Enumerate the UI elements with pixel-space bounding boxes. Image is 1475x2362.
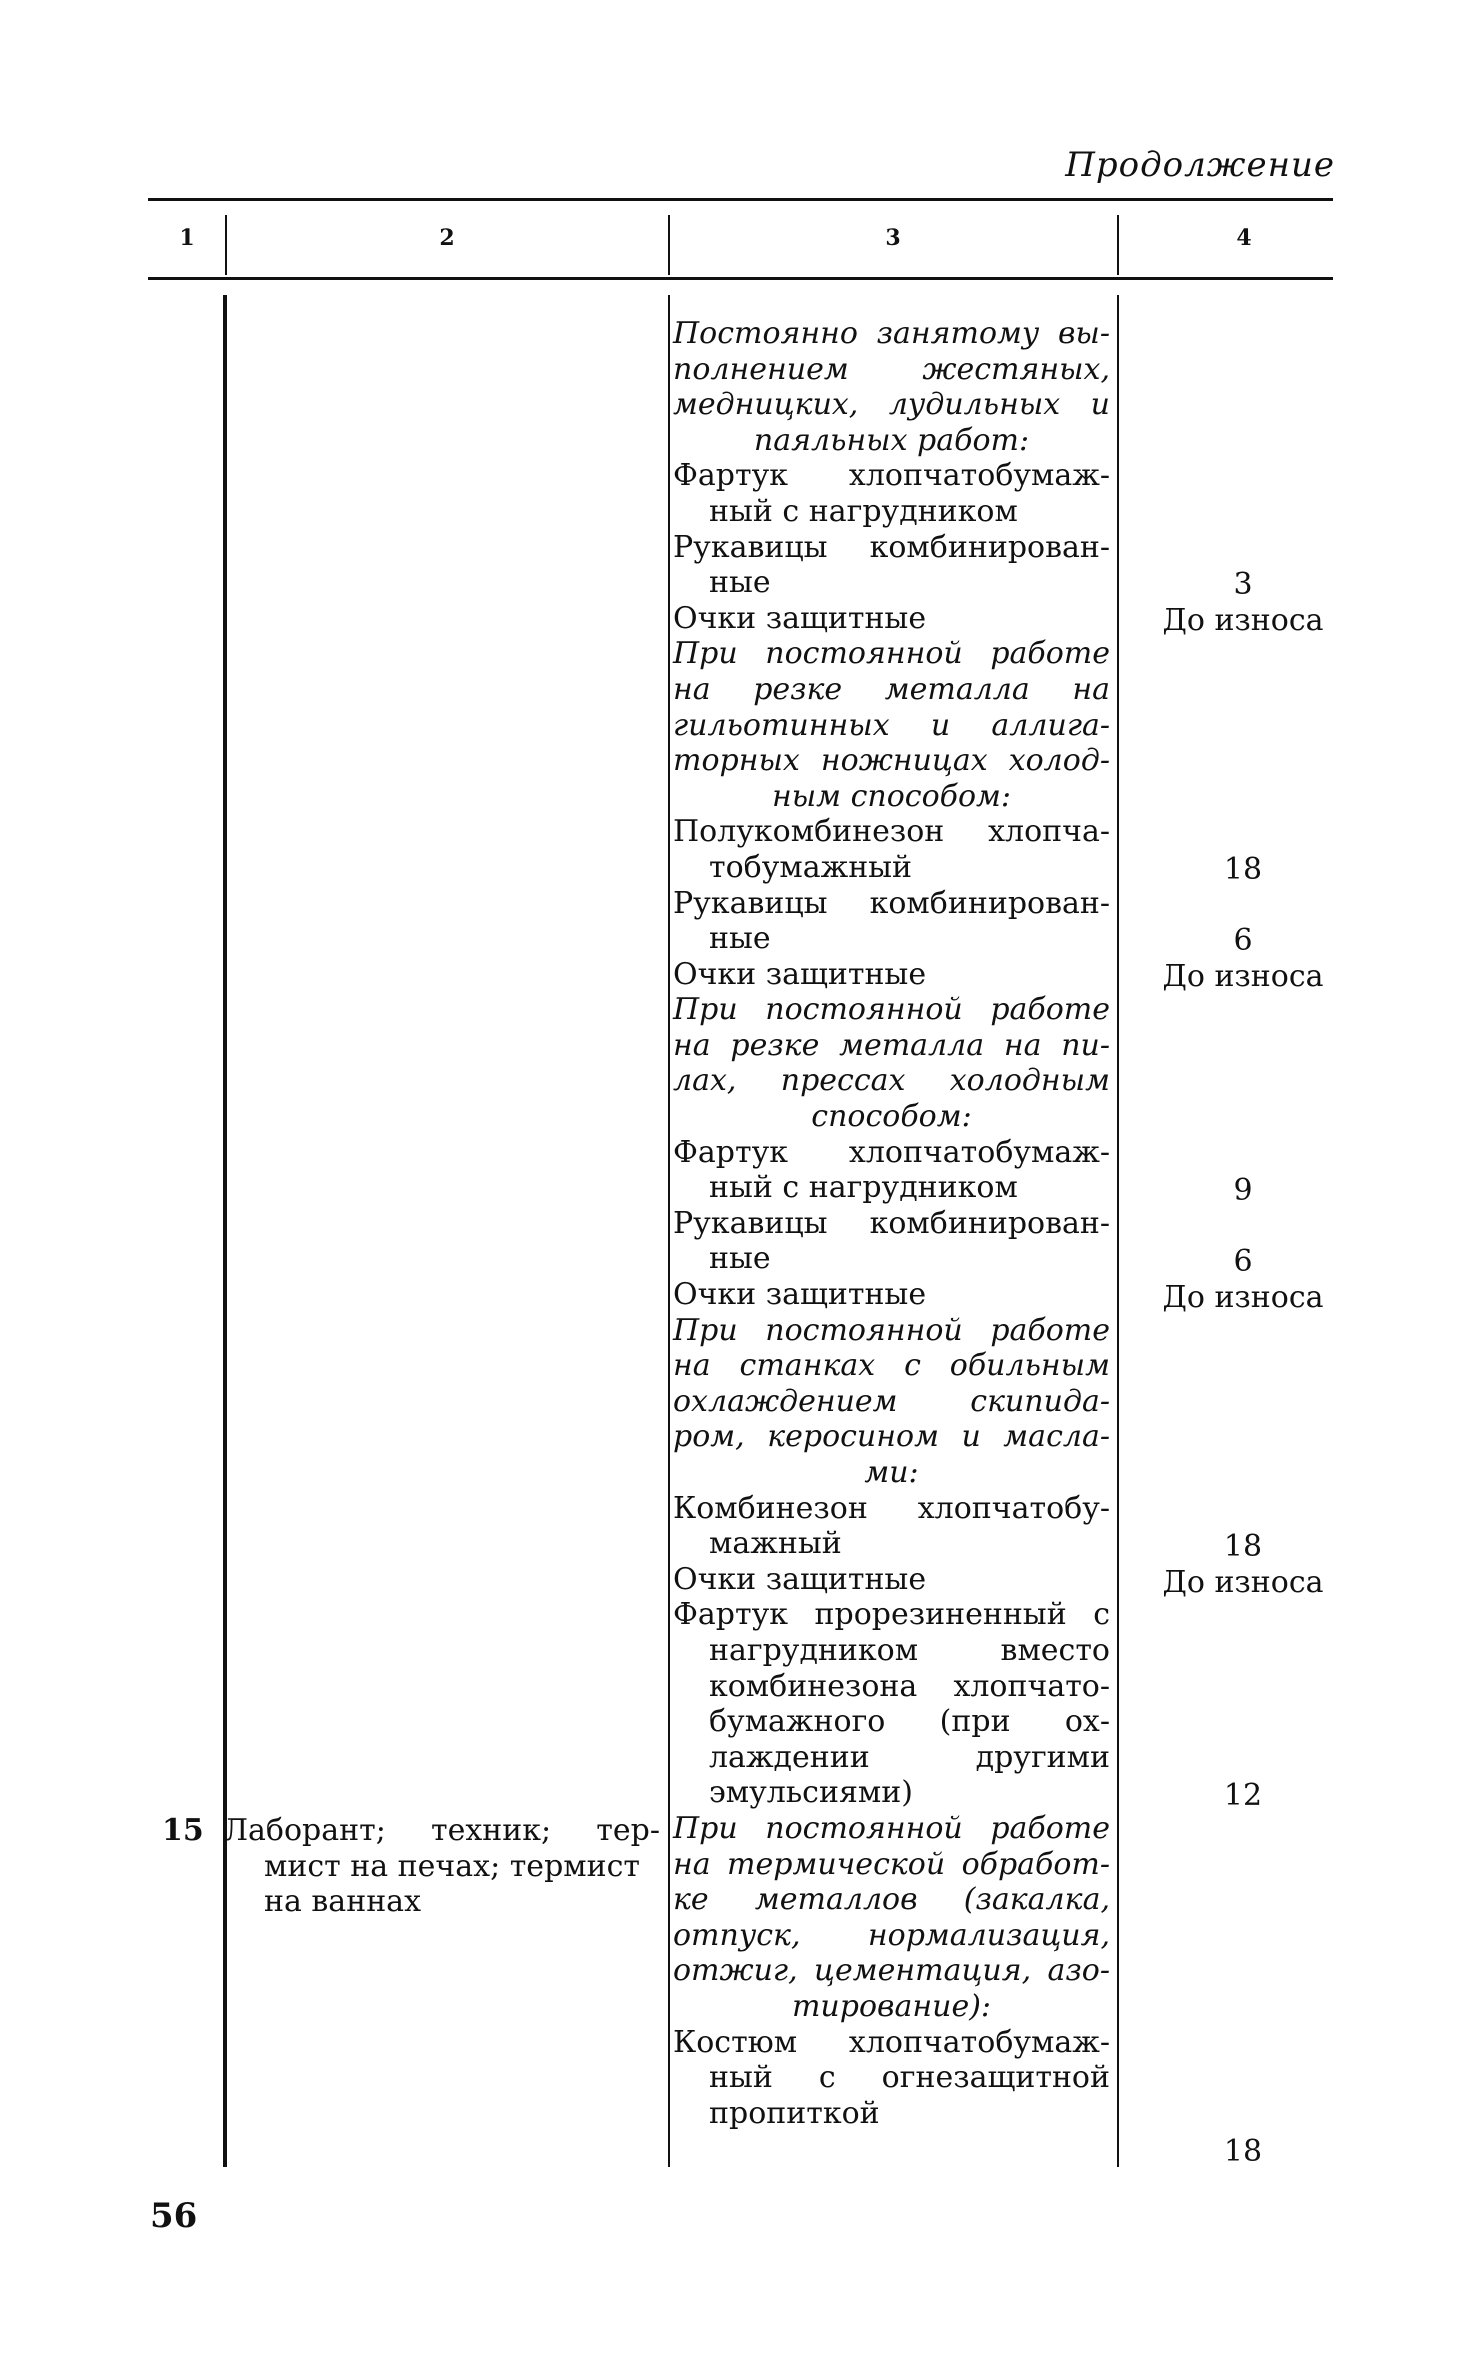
text-line: Фартук хлопчатобумаж- [673, 1134, 1110, 1170]
text-line: торных ножницах холод- [673, 743, 1110, 779]
text-line: комбинезона хлопчато- [709, 1668, 1110, 1704]
text-line: тобумажный [709, 849, 913, 885]
text-line: медницких, лудильных и [673, 387, 1110, 423]
text-line: ром, керосином и масла- [673, 1419, 1110, 1455]
text-line: При постоянной работе [673, 636, 1110, 672]
position-line: мист на печах; термист [264, 1848, 640, 1884]
text-line: на резке металла на пи- [673, 1027, 1110, 1063]
column-number-4: 4 [1236, 225, 1252, 251]
text-line: Рукавицы комбинирован- [673, 885, 1110, 921]
column-divider-2 [668, 295, 670, 2167]
continuation-label: Продолжение [1065, 145, 1335, 185]
text-line: ные [709, 1241, 771, 1277]
text-line: Фартук хлопчатобумаж- [673, 458, 1110, 494]
text-line: Костюм хлопчатобумаж- [673, 2024, 1110, 2060]
text-line: на резке металла на [673, 671, 1110, 707]
column-number-1: 1 [179, 225, 195, 251]
header-divider-1 [225, 215, 227, 275]
period-value: До износа [1162, 959, 1324, 994]
text-line: Постоянно занятому вы- [673, 316, 1110, 351]
column-number-3: 3 [885, 225, 901, 251]
text-line: ке металлов (закалка, [673, 1882, 1110, 1918]
period-value: 9 [1233, 1173, 1253, 1208]
text-line: ным способом: [771, 778, 1011, 814]
text-line: ные [709, 921, 771, 957]
text-line: паяльных работ: [753, 422, 1030, 458]
text-line: отжиг, цементация, азо- [673, 1953, 1110, 1989]
text-line: Фартук прорезиненный с [673, 1597, 1110, 1633]
text-line: При постоянной работе [673, 992, 1110, 1028]
text-line: способом: [811, 1099, 972, 1135]
position-cell [223, 1813, 660, 1920]
column-divider-1 [223, 295, 227, 2167]
text-line: Полукомбинезон хлопча- [673, 814, 1110, 850]
text-line: бумажного (при ох- [709, 1704, 1110, 1740]
text-line: ный с нагрудником [709, 1170, 1018, 1206]
period-value: До износа [1162, 1280, 1324, 1315]
position-line: на ваннах [264, 1884, 421, 1920]
period-value: 18 [1223, 2134, 1263, 2169]
page-number: 56 [150, 2196, 198, 2236]
text-line: Рукавицы комбинирован- [673, 1205, 1110, 1241]
text-line: Очки защитные [673, 1277, 927, 1313]
text-line: на термической обработ- [673, 1846, 1110, 1882]
text-line: Очки защитные [673, 956, 927, 992]
text-line: полнением жестяных, [673, 351, 1110, 387]
period-value: 18 [1223, 1529, 1263, 1564]
text-line: лах, прессах холодным [673, 1063, 1110, 1099]
period-value: До износа [1162, 1565, 1324, 1600]
text-line: ми: [864, 1455, 919, 1490]
column-number-2: 2 [439, 225, 455, 251]
table-top-rule [148, 198, 1333, 201]
period-value: 6 [1233, 923, 1253, 958]
text-line: отпуск, нормализация, [673, 1917, 1110, 1953]
period-value: 3 [1233, 567, 1253, 602]
row-number: 15 [162, 1813, 204, 1848]
text-line: мажный [709, 1526, 842, 1562]
header-bottom-rule [148, 277, 1333, 280]
text-line: ные [709, 565, 771, 601]
header-divider-3 [1117, 215, 1119, 275]
text-line: При постоянной работе [673, 1312, 1110, 1348]
header-divider-2 [668, 215, 670, 275]
column-divider-3 [1117, 295, 1119, 2167]
period-value: 18 [1223, 852, 1263, 887]
text-line: ный с нагрудником [709, 493, 1018, 529]
text-line: гильотинных и аллига- [673, 707, 1110, 743]
position-line: Лаборант; техник; тер- [223, 1813, 660, 1848]
text-line: Очки защитные [673, 1561, 927, 1597]
period-value: 6 [1233, 1244, 1253, 1279]
text-line: При постоянной работе [673, 1810, 1110, 1846]
period-value: 12 [1223, 1778, 1263, 1813]
text-line: эмульсиями) [709, 1775, 913, 1811]
text-line: на станках с обильным [673, 1348, 1110, 1384]
text-line: нагрудником вместо [709, 1632, 1110, 1668]
text-line: тирование): [791, 1988, 992, 2024]
text-line: охлаждением скипида- [673, 1383, 1110, 1419]
text-line: ный с огнезащитной [709, 2060, 1110, 2096]
text-line: пропиткой [709, 2095, 880, 2131]
text-line: лаждении другими [709, 1739, 1110, 1775]
text-line: Рукавицы комбинирован- [673, 529, 1110, 565]
period-value: До износа [1162, 603, 1324, 638]
text-line: Очки защитные [673, 600, 927, 636]
text-line: Комбинезон хлопчатобу- [673, 1490, 1110, 1526]
protective-clothing-column [673, 316, 1110, 2131]
